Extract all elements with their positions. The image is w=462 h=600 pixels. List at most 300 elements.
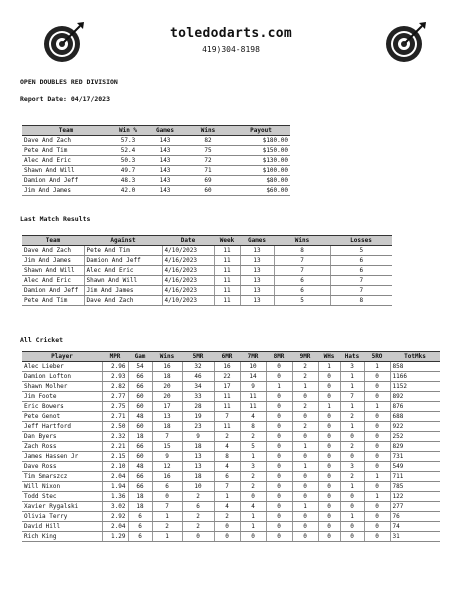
standings-cell: 57.3	[110, 136, 146, 146]
cricket-cell: 2	[240, 472, 266, 482]
cricket-cell: 0	[318, 412, 340, 422]
cricket-cell: 0	[292, 512, 318, 522]
cricket-row	[22, 362, 440, 372]
last_match-cell: 6	[330, 266, 392, 276]
cricket-cell: 688	[390, 412, 440, 422]
cricket-row	[22, 472, 440, 482]
cricket-col-header: 5MR	[182, 352, 214, 362]
cricket-cell: 1	[292, 502, 318, 512]
cricket-cell: 0	[266, 362, 292, 372]
cricket-cell: 54	[128, 362, 152, 372]
cricket-cell: 4	[214, 442, 240, 452]
last_match-cell: 7	[330, 286, 392, 296]
cricket-cell: 1	[364, 402, 390, 412]
cricket-cell: 0	[266, 492, 292, 502]
last_match-col-header: Week	[214, 236, 240, 246]
cricket-col-header: TotMks	[390, 352, 440, 362]
cricket-cell: 33	[182, 392, 214, 402]
standings-cell: 49.7	[110, 166, 146, 176]
cricket-cell: 1	[340, 402, 364, 412]
cricket-cell: 1	[318, 362, 340, 372]
cricket-cell: 3	[340, 462, 364, 472]
cricket-cell: 0	[318, 432, 340, 442]
cricket-cell: 1	[340, 382, 364, 392]
cricket-cell: 17	[152, 402, 182, 412]
standings-cell: Shawn And Will	[22, 166, 110, 176]
cricket-cell: 2.96	[102, 362, 128, 372]
standings-cell: $130.00	[232, 156, 290, 166]
cricket-cell: 0	[364, 412, 390, 422]
cricket-cell: 0	[266, 372, 292, 382]
standings-row	[22, 146, 290, 156]
cricket-cell: Eric Bowers	[22, 402, 102, 412]
cricket-cell: Xavier Rygalski	[22, 502, 102, 512]
last_match-cell: 6	[274, 276, 330, 286]
cricket-col-header: 9MR	[292, 352, 318, 362]
cricket-cell: 66	[128, 382, 152, 392]
cricket-cell: 0	[292, 532, 318, 542]
standings-cell: $80.00	[232, 176, 290, 186]
cricket-cell: 2.04	[102, 522, 128, 532]
standings-cell: 75	[184, 146, 232, 156]
cricket-cell: 9	[240, 382, 266, 392]
cricket-row	[22, 522, 440, 532]
cricket-cell: 1	[364, 492, 390, 502]
cricket-cell: 1.29	[102, 532, 128, 542]
cricket-cell: 0	[364, 372, 390, 382]
cricket-cell: 5	[240, 442, 266, 452]
last_match-cell: 11	[214, 266, 240, 276]
cricket-cell: 0	[364, 482, 390, 492]
cricket-cell: 0	[266, 452, 292, 462]
cricket-cell: 22	[214, 372, 240, 382]
cricket-cell: 4	[240, 502, 266, 512]
cricket-cell: 2.92	[102, 512, 128, 522]
cricket-cell: 277	[390, 502, 440, 512]
cricket-cell: 0	[266, 462, 292, 472]
last_match-cell: 4/16/2023	[162, 256, 214, 266]
cricket-cell: Jeff Hartford	[22, 422, 102, 432]
cricket-cell: 876	[390, 402, 440, 412]
cricket-cell: 1	[340, 512, 364, 522]
cricket-cell: 0	[318, 522, 340, 532]
last_match-row	[22, 256, 392, 266]
cricket-cell: 0	[340, 492, 364, 502]
cricket-cell: 4	[240, 412, 266, 422]
cricket-cell: 2.93	[102, 372, 128, 382]
cricket-cell: 9	[182, 432, 214, 442]
last_match-cell: 13	[240, 286, 274, 296]
cricket-cell: 2	[240, 432, 266, 442]
cricket-cell: 0	[240, 532, 266, 542]
last_match-cell: 7	[274, 266, 330, 276]
standings-row	[22, 186, 290, 196]
cricket-cell: 0	[266, 522, 292, 532]
standings-col-header: Wins	[184, 126, 232, 136]
standings-cell: Jim And James	[22, 186, 110, 196]
standings-cell: 60	[184, 186, 232, 196]
phone-number: 419)304-8198	[202, 45, 260, 54]
cricket-cell: 2.50	[102, 422, 128, 432]
cricket-cell: 0	[292, 392, 318, 402]
cricket-cell: 0	[318, 512, 340, 522]
standings-cell: 72	[184, 156, 232, 166]
cricket-cell: 76	[390, 512, 440, 522]
standings-cell: Alec And Eric	[22, 156, 110, 166]
last_match-cell: Jim And James	[22, 256, 84, 266]
cricket-cell: 785	[390, 482, 440, 492]
last_match-cell: 4/16/2023	[162, 286, 214, 296]
standings-cell: Damion And Jeff	[22, 176, 110, 186]
cricket-cell: 11	[214, 392, 240, 402]
cricket-row	[22, 372, 440, 382]
standings-cell: 143	[146, 166, 184, 176]
cricket-cell: 6	[128, 522, 152, 532]
cricket-cell: 3	[340, 362, 364, 372]
cricket-cell: 11	[240, 402, 266, 412]
last_match-cell: 4/10/2023	[162, 246, 214, 256]
cricket-cell: 3	[240, 462, 266, 472]
last_match-cell: 7	[274, 256, 330, 266]
standings-cell: 143	[146, 186, 184, 196]
last-match-table	[22, 235, 392, 306]
standings-cell: 69	[184, 176, 232, 186]
cricket-cell: 32	[182, 362, 214, 372]
cricket-cell: 10	[240, 362, 266, 372]
cricket-cell: 74	[390, 522, 440, 532]
cricket-cell: 0	[266, 402, 292, 412]
cricket-row	[22, 412, 440, 422]
cricket-cell: 6	[128, 532, 152, 542]
cricket-cell: 8	[240, 422, 266, 432]
cricket-cell: 3.02	[102, 502, 128, 512]
last_match-cell: 11	[214, 256, 240, 266]
cricket-cell: 1	[240, 452, 266, 462]
report-date: Report Date: 04/17/2023	[20, 95, 111, 103]
last_match-cell: Damion And Jeff	[84, 256, 162, 266]
standings-cell: 52.4	[110, 146, 146, 156]
cricket-cell: 0	[364, 382, 390, 392]
cricket-cell: 0	[318, 492, 340, 502]
last_match-cell: 7	[330, 276, 392, 286]
standings-cell: 143	[146, 146, 184, 156]
cricket-cell: 0	[364, 392, 390, 402]
cricket-cell: Zach Ross	[22, 442, 102, 452]
cricket-cell: 2.32	[102, 432, 128, 442]
cricket-cell: 0	[340, 532, 364, 542]
cricket-cell: 0	[318, 392, 340, 402]
cricket-cell: 18	[128, 492, 152, 502]
cricket-cell: 0	[292, 522, 318, 532]
cricket-cell: 0	[340, 452, 364, 462]
cricket-cell: 0	[318, 502, 340, 512]
last_match-cell: 11	[214, 276, 240, 286]
cricket-col-header: WHs	[318, 352, 340, 362]
cricket-cell: 14	[240, 372, 266, 382]
last_match-row	[22, 246, 392, 256]
standings-cell: 42.0	[110, 186, 146, 196]
cricket-cell: 1	[266, 382, 292, 392]
standings-cell: Dave And Zach	[22, 136, 110, 146]
last_match-cell: 5	[274, 296, 330, 306]
cricket-col-header: 6MR	[214, 352, 240, 362]
cricket-cell: Dave Ross	[22, 462, 102, 472]
last_match-col-header: Games	[240, 236, 274, 246]
last_match-col-header: Date	[162, 236, 214, 246]
cricket-cell: 60	[128, 452, 152, 462]
last_match-cell: Alec And Eric	[84, 266, 162, 276]
cricket-cell: 0	[364, 442, 390, 452]
cricket-cell: 60	[128, 402, 152, 412]
cricket-col-header: Gam	[128, 352, 152, 362]
cricket-cell: James Hassen Jr	[22, 452, 102, 462]
standings-cell: 50.3	[110, 156, 146, 166]
cricket-cell: 48	[128, 412, 152, 422]
cricket-cell: 1	[340, 422, 364, 432]
cricket-cell: 11	[240, 392, 266, 402]
cricket-cell: 0	[292, 432, 318, 442]
cricket-cell: 1	[364, 472, 390, 482]
cricket-cell: 0	[266, 532, 292, 542]
last_match-cell: 5	[330, 246, 392, 256]
cricket-cell: 0	[292, 472, 318, 482]
cricket-cell: 66	[128, 482, 152, 492]
cricket-cell: 0	[292, 452, 318, 462]
last_match-cell: Dave And Zach	[22, 246, 84, 256]
cricket-cell: 18	[128, 502, 152, 512]
last_match-cell: 11	[214, 246, 240, 256]
last_match-cell: 4/10/2023	[162, 296, 214, 306]
standings-cell: 143	[146, 156, 184, 166]
cricket-cell: 2.77	[102, 392, 128, 402]
cricket-cell: 1	[364, 362, 390, 372]
cricket-cell: 2	[214, 512, 240, 522]
cricket-cell: 2	[292, 402, 318, 412]
last_match-col-header: Team	[22, 236, 84, 246]
cricket-cell: 8	[214, 452, 240, 462]
cricket-cell: 0	[292, 492, 318, 502]
standings-cell: 82	[184, 136, 232, 146]
last_match-cell: 13	[240, 296, 274, 306]
cricket-cell: 892	[390, 392, 440, 402]
last_match-cell: 4/16/2023	[162, 266, 214, 276]
cricket-cell: 1	[240, 512, 266, 522]
cricket-cell: Damion Lofton	[22, 372, 102, 382]
cricket-cell: 9	[152, 452, 182, 462]
cricket-row	[22, 382, 440, 392]
cricket-cell: 0	[214, 532, 240, 542]
cricket-cell: 6	[128, 512, 152, 522]
cricket-cell: 1	[152, 532, 182, 542]
cricket-cell: Rich King	[22, 532, 102, 542]
cricket-cell: 0	[266, 442, 292, 452]
cricket-cell: Will Nixon	[22, 482, 102, 492]
cricket-cell: 18	[182, 442, 214, 452]
cricket-cell: 0	[364, 502, 390, 512]
cricket-cell: 549	[390, 462, 440, 472]
standings-col-header: Team	[22, 126, 110, 136]
last_match-row	[22, 276, 392, 286]
last_match-col-header: Against	[84, 236, 162, 246]
cricket-cell: Olivia Terry	[22, 512, 102, 522]
cricket-cell: Shawn Molher	[22, 382, 102, 392]
cricket-cell: 1	[240, 522, 266, 532]
cricket-cell: Todd Stec	[22, 492, 102, 502]
standings-col-header: Games	[146, 126, 184, 136]
standings-cell: $100.00	[232, 166, 290, 176]
last_match-cell: Shawn And Will	[84, 276, 162, 286]
cricket-cell: 0	[318, 462, 340, 472]
last_match-cell: Damion And Jeff	[22, 286, 84, 296]
cricket-cell: 2	[152, 522, 182, 532]
cricket-cell: 1	[152, 512, 182, 522]
cricket-cell: 252	[390, 432, 440, 442]
standings-cell: $150.00	[232, 146, 290, 156]
cricket-row	[22, 482, 440, 492]
cricket-cell: 11	[214, 402, 240, 412]
cricket-cell: 2.15	[102, 452, 128, 462]
last_match-cell: Jim And James	[84, 286, 162, 296]
cricket-cell: 16	[152, 362, 182, 372]
cricket-cell: 0	[318, 482, 340, 492]
cricket-cell: 0	[340, 522, 364, 532]
cricket-cell: 13	[152, 412, 182, 422]
cricket-cell: 0	[266, 432, 292, 442]
cricket-cell: 0	[292, 412, 318, 422]
cricket-cell: 0	[266, 392, 292, 402]
standings-header-row	[22, 126, 290, 136]
cricket-cell: 18	[152, 372, 182, 382]
last_match-cell: 8	[330, 296, 392, 306]
cricket-cell: 15	[152, 442, 182, 452]
cricket-cell: 2	[340, 472, 364, 482]
cricket-cell: 6	[214, 472, 240, 482]
last_match-row	[22, 266, 392, 276]
last_match-cell: Pete And Tim	[84, 246, 162, 256]
cricket-cell: 0	[292, 482, 318, 492]
standings-col-header: Win %	[110, 126, 146, 136]
cricket-cell: Pete Genot	[22, 412, 102, 422]
last_match-row	[22, 296, 392, 306]
cricket-cell: 2.10	[102, 462, 128, 472]
standings-cell: 143	[146, 136, 184, 146]
cricket-row	[22, 512, 440, 522]
cricket-table	[22, 351, 440, 542]
cricket-cell: 1.36	[102, 492, 128, 502]
cricket-cell: 2	[214, 432, 240, 442]
cricket-cell: 18	[152, 422, 182, 432]
cricket-cell: 4	[214, 462, 240, 472]
cricket-cell: 66	[128, 472, 152, 482]
standings-cell: 71	[184, 166, 232, 176]
cricket-cell: 0	[318, 442, 340, 452]
standings-cell: $180.00	[232, 136, 290, 146]
last_match-cell: Shawn And Will	[22, 266, 84, 276]
cricket-row	[22, 392, 440, 402]
cricket-cell: 829	[390, 442, 440, 452]
cricket-cell: 2	[182, 512, 214, 522]
standings-row	[22, 156, 290, 166]
division-title: OPEN DOUBLES RED DIVISION	[20, 78, 118, 86]
last_match-cell: 13	[240, 256, 274, 266]
cricket-row	[22, 502, 440, 512]
cricket-cell: 20	[152, 382, 182, 392]
cricket-cell: 19	[182, 412, 214, 422]
cricket-cell: 0	[182, 532, 214, 542]
cricket-cell: 0	[364, 512, 390, 522]
last-match-title: Last Match Results	[20, 215, 91, 223]
cricket-cell: 0	[266, 502, 292, 512]
cricket-cell: 1	[214, 492, 240, 502]
cricket-cell: 20	[152, 392, 182, 402]
cricket-cell: 1	[340, 482, 364, 492]
last_match-cell: 6	[330, 256, 392, 266]
cricket-cell: 1	[292, 382, 318, 392]
last_match-cell: 13	[240, 276, 274, 286]
cricket-cell: 1	[340, 372, 364, 382]
cricket-cell: 16	[152, 472, 182, 482]
last_match-cell: Dave And Zach	[84, 296, 162, 306]
cricket-cell: 0	[318, 372, 340, 382]
standings-row	[22, 176, 290, 186]
cricket-row	[22, 442, 440, 452]
cricket-cell: 18	[182, 472, 214, 482]
cricket-cell: 11	[214, 422, 240, 432]
cricket-cell: 0	[364, 462, 390, 472]
last_match-cell: 6	[274, 286, 330, 296]
cricket-cell: 2	[340, 412, 364, 422]
cricket-cell: 2	[292, 362, 318, 372]
cricket-cell: 12	[152, 462, 182, 472]
last-match-header-row	[22, 236, 392, 246]
last_match-row	[22, 286, 392, 296]
standings-row	[22, 166, 290, 176]
cricket-row	[22, 452, 440, 462]
last_match-cell: 11	[214, 296, 240, 306]
cricket-cell: 1166	[390, 372, 440, 382]
cricket-cell: 1	[292, 462, 318, 472]
cricket-cell: 7	[152, 432, 182, 442]
cricket-cell: 7	[152, 502, 182, 512]
cricket-cell: 2	[292, 372, 318, 382]
cricket-cell: 0	[266, 482, 292, 492]
cricket-cell: Jim Foote	[22, 392, 102, 402]
cricket-cell: 46	[182, 372, 214, 382]
cricket-col-header: 5RO	[364, 352, 390, 362]
standings-cell: 143	[146, 176, 184, 186]
cricket-cell: 2.75	[102, 402, 128, 412]
standings-col-header: Payout	[232, 126, 290, 136]
cricket-cell: 23	[182, 422, 214, 432]
cricket-cell: 2.04	[102, 472, 128, 482]
cricket-cell: 13	[182, 452, 214, 462]
cricket-cell: 60	[128, 422, 152, 432]
cricket-cell: 0	[152, 492, 182, 502]
standings-cell: Pete And Tim	[22, 146, 110, 156]
standings-table	[22, 125, 290, 196]
last_match-cell: 11	[214, 286, 240, 296]
cricket-cell: 13	[182, 462, 214, 472]
cricket-cell: 7	[214, 412, 240, 422]
cricket-cell: 0	[318, 532, 340, 542]
cricket-cell: 0	[266, 422, 292, 432]
cricket-cell: 0	[364, 452, 390, 462]
cricket-cell: 4	[214, 502, 240, 512]
cricket-cell: 6	[152, 482, 182, 492]
cricket-col-header: Player	[22, 352, 102, 362]
cricket-cell: 2	[182, 492, 214, 502]
last_match-cell: 13	[240, 246, 274, 256]
